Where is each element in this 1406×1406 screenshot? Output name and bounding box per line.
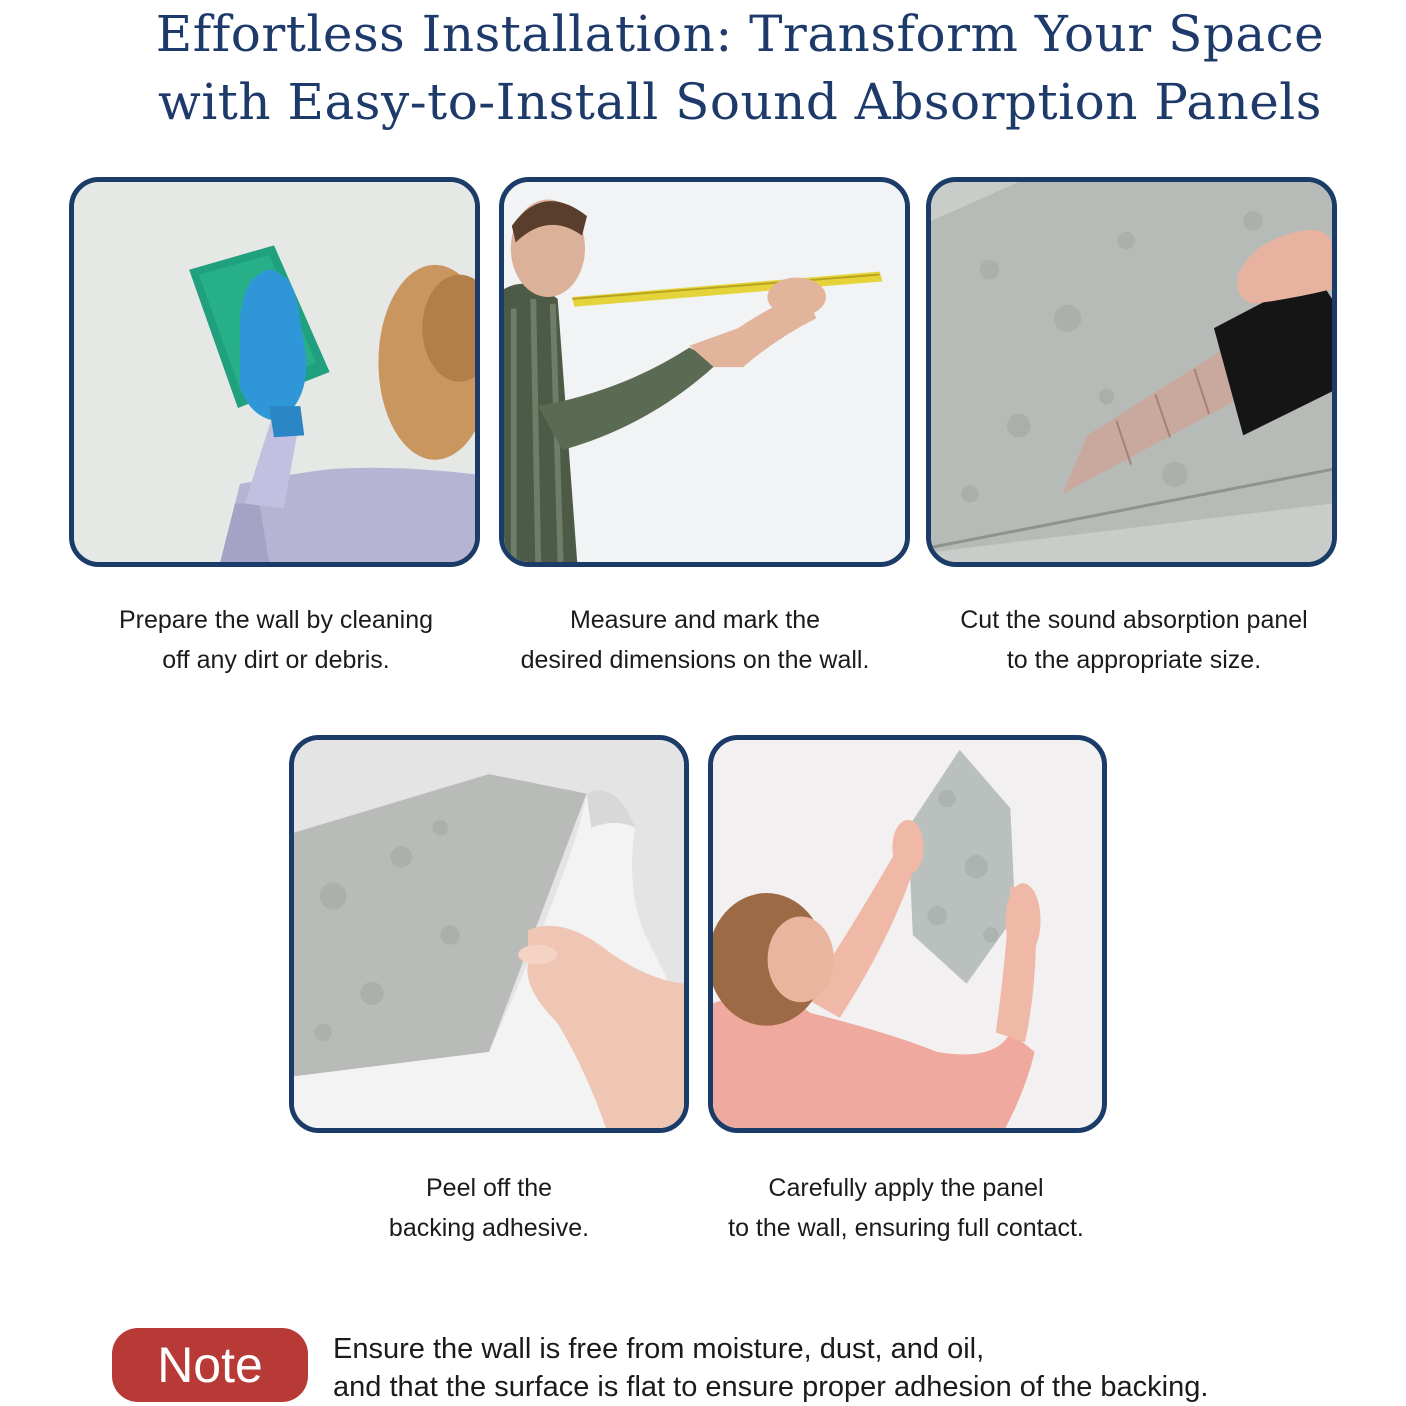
cutting-panel-illustration [931,182,1332,562]
applying-panel-illustration [713,740,1102,1128]
step-1-caption [66,600,486,680]
step-2-caption-line-1: Measure and mark the [569,606,821,634]
note-text [333,1330,1208,1406]
step-2-caption-line-2: desired dimensions on the wall. [520,646,870,674]
measuring-wall-illustration [504,182,905,562]
peeling-backing-illustration [294,740,684,1128]
title-line-2: with Easy-to-Install Sound Absorption Panels [158,73,1322,131]
step-5-caption [690,1168,1122,1248]
title-line-1: Effortless Installation: Transform Your Space [155,5,1325,63]
step-4-photo [289,735,689,1133]
step-4-caption-line-2: backing adhesive. [388,1214,590,1242]
step-3-caption-line-1: Cut the sound absorption panel [960,606,1308,634]
step-1-photo [69,177,480,567]
note-badge: Note [112,1328,308,1402]
step-5-caption-line-2: to the wall, ensuring full contact. [728,1214,1084,1242]
step-1-caption-line-1: Prepare the wall by cleaning [118,606,434,634]
step-1-caption-line-2: off any dirt or debris. [162,646,390,674]
page-title [0,0,1406,136]
step-5-caption-line-1: Carefully apply the panel [768,1174,1044,1202]
step-3-caption [922,600,1346,680]
step-3-photo [926,177,1337,567]
step-4-caption [289,1168,689,1248]
step-4-caption-line-1: Peel off the [425,1174,553,1202]
step-2-caption [485,600,905,680]
step-2-photo [499,177,910,567]
step-3-caption-line-2: to the appropriate size. [1006,646,1262,674]
cleaning-wall-illustration [74,182,475,562]
note-line-1: Ensure the wall is free from moisture, dust, and oil, [333,1333,985,1365]
note-line-2: and that the surface is flat to ensure proper adhesion of the backing. [333,1371,1209,1403]
step-5-photo [708,735,1107,1133]
